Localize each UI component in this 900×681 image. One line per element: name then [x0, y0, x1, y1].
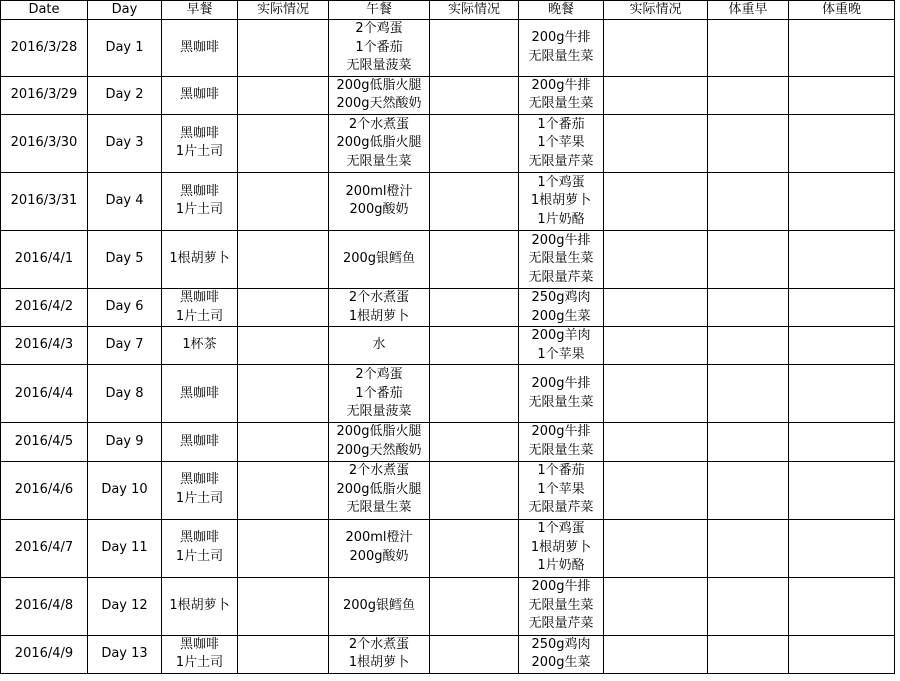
header-breakfast[interactable]: 早餐 [162, 1, 238, 20]
lunch-actual-cell[interactable] [430, 172, 519, 230]
breakfast-cell[interactable]: 1根胡萝卜 [162, 577, 238, 635]
table-row [1, 519, 895, 577]
lunch-cell[interactable]: 2个水煮蛋 1根胡萝卜 [329, 635, 430, 673]
breakfast-cell[interactable]: 黑咖啡 1片土司 [162, 172, 238, 230]
lunch-actual-cell[interactable] [430, 423, 519, 461]
lunch-actual-cell[interactable] [430, 230, 519, 288]
day-cell[interactable]: Day 7 [88, 327, 162, 365]
breakfast-cell[interactable]: 黑咖啡 [162, 76, 238, 114]
breakfast-actual-cell[interactable] [238, 230, 329, 288]
breakfast-actual-cell[interactable] [238, 76, 329, 114]
weight-evening-cell[interactable] [789, 288, 895, 326]
weight-evening-cell[interactable] [789, 365, 895, 423]
weight-morning-cell[interactable] [708, 114, 789, 172]
breakfast-cell[interactable]: 1根胡萝卜 [162, 230, 238, 288]
breakfast-cell[interactable]: 黑咖啡 1片土司 [162, 461, 238, 519]
lunch-cell[interactable]: 200ml橙汁 200g酸奶 [329, 172, 430, 230]
weight-evening-cell[interactable] [789, 461, 895, 519]
dinner-actual-cell[interactable] [604, 519, 708, 577]
dinner-actual-cell[interactable] [604, 635, 708, 673]
header-lunch-actual[interactable]: 实际情况 [430, 1, 519, 20]
breakfast-cell[interactable]: 黑咖啡 1片土司 [162, 114, 238, 172]
date-cell[interactable]: 2016/3/31 [1, 172, 88, 230]
lunch-cell[interactable]: 2个鸡蛋 1个番茄 无限量菠菜 [329, 20, 430, 77]
date-cell[interactable]: 2016/4/2 [1, 288, 88, 326]
header-dinner-actual[interactable]: 实际情况 [604, 1, 708, 20]
breakfast-cell[interactable]: 黑咖啡 [162, 20, 238, 77]
table-row [1, 114, 895, 172]
dinner-actual-cell[interactable] [604, 76, 708, 114]
header-weight-morning[interactable]: 体重早 [708, 1, 789, 20]
date-cell[interactable]: 2016/4/7 [1, 519, 88, 577]
table-row [1, 365, 895, 423]
lunch-cell[interactable]: 200g低脂火腿 200g天然酸奶 [329, 76, 430, 114]
header-breakfast-actual[interactable]: 实际情况 [238, 1, 329, 20]
day-cell[interactable]: Day 2 [88, 76, 162, 114]
weight-evening-cell[interactable] [789, 230, 895, 288]
header-weight-evening[interactable]: 体重晚 [789, 1, 895, 20]
dinner-actual-cell[interactable] [604, 461, 708, 519]
lunch-cell[interactable]: 2个鸡蛋 1个番茄 无限量菠菜 [329, 365, 430, 423]
breakfast-actual-cell[interactable] [238, 461, 329, 519]
date-cell[interactable]: 2016/3/28 [1, 20, 88, 77]
dinner-actual-cell[interactable] [604, 114, 708, 172]
day-cell[interactable]: Day 10 [88, 461, 162, 519]
dinner-actual-cell[interactable] [604, 288, 708, 326]
date-cell[interactable]: 2016/4/4 [1, 365, 88, 423]
day-cell[interactable]: Day 9 [88, 423, 162, 461]
lunch-cell[interactable]: 2个水煮蛋 200g低脂火腿 无限量生菜 [329, 114, 430, 172]
lunch-cell[interactable]: 2个水煮蛋 1根胡萝卜 [329, 288, 430, 326]
weight-morning-cell[interactable] [708, 76, 789, 114]
lunch-actual-cell[interactable] [430, 114, 519, 172]
lunch-actual-cell[interactable] [430, 20, 519, 77]
breakfast-actual-cell[interactable] [238, 288, 329, 326]
dinner-cell[interactable]: 250g鸡肉 200g生菜 [519, 288, 604, 326]
weight-evening-cell[interactable] [789, 327, 895, 365]
weight-morning-cell[interactable] [708, 230, 789, 288]
table-row [1, 461, 895, 519]
breakfast-actual-cell[interactable] [238, 519, 329, 577]
dinner-actual-cell[interactable] [604, 423, 708, 461]
lunch-actual-cell[interactable] [430, 461, 519, 519]
dinner-cell[interactable]: 200g羊肉 1个苹果 [519, 327, 604, 365]
breakfast-cell[interactable]: 黑咖啡 1片土司 [162, 519, 238, 577]
weight-evening-cell[interactable] [789, 635, 895, 673]
dinner-cell[interactable]: 1个鸡蛋 1根胡萝卜 1片奶酪 [519, 172, 604, 230]
lunch-cell[interactable]: 200g银鳕鱼 [329, 577, 430, 635]
breakfast-cell[interactable]: 黑咖啡 [162, 423, 238, 461]
weight-morning-cell[interactable] [708, 577, 789, 635]
day-cell[interactable]: Day 12 [88, 577, 162, 635]
lunch-cell[interactable]: 200ml橙汁 200g酸奶 [329, 519, 430, 577]
day-cell[interactable]: Day 11 [88, 519, 162, 577]
dinner-cell[interactable]: 200g牛排 无限量生菜 无限量芹菜 [519, 577, 604, 635]
day-cell[interactable]: Day 1 [88, 20, 162, 77]
weight-morning-cell[interactable] [708, 423, 789, 461]
header-dinner[interactable]: 晚餐 [519, 1, 604, 20]
dinner-cell[interactable]: 1个番茄 1个苹果 无限量芹菜 [519, 114, 604, 172]
table-row [1, 423, 895, 461]
weight-morning-cell[interactable] [708, 327, 789, 365]
breakfast-actual-cell[interactable] [238, 20, 329, 77]
date-cell[interactable]: 2016/4/5 [1, 423, 88, 461]
lunch-actual-cell[interactable] [430, 288, 519, 326]
dinner-actual-cell[interactable] [604, 577, 708, 635]
lunch-cell[interactable]: 200g银鳕鱼 [329, 230, 430, 288]
lunch-actual-cell[interactable] [430, 76, 519, 114]
weight-morning-cell[interactable] [708, 20, 789, 77]
day-cell[interactable]: Day 5 [88, 230, 162, 288]
date-cell[interactable]: 2016/3/30 [1, 114, 88, 172]
day-cell[interactable]: Day 3 [88, 114, 162, 172]
date-cell[interactable]: 2016/4/6 [1, 461, 88, 519]
day-cell[interactable]: Day 8 [88, 365, 162, 423]
table-row [1, 577, 895, 635]
dinner-cell[interactable]: 200g牛排 无限量生菜 无限量芹菜 [519, 230, 604, 288]
header-date[interactable]: Date [1, 1, 88, 20]
breakfast-actual-cell[interactable] [238, 423, 329, 461]
breakfast-actual-cell[interactable] [238, 577, 329, 635]
dinner-cell[interactable]: 200g牛排 无限量生菜 [519, 76, 604, 114]
breakfast-actual-cell[interactable] [238, 635, 329, 673]
dinner-actual-cell[interactable] [604, 327, 708, 365]
breakfast-actual-cell[interactable] [238, 172, 329, 230]
lunch-cell[interactable]: 2个水煮蛋 200g低脂火腿 无限量生菜 [329, 461, 430, 519]
dinner-actual-cell[interactable] [604, 365, 708, 423]
weight-evening-cell[interactable] [789, 519, 895, 577]
table-row [1, 20, 895, 77]
date-cell[interactable]: 2016/4/9 [1, 635, 88, 673]
dinner-actual-cell[interactable] [604, 20, 708, 77]
lunch-actual-cell[interactable] [430, 635, 519, 673]
dinner-cell[interactable]: 250g鸡肉 200g生菜 [519, 635, 604, 673]
lunch-cell[interactable]: 200g低脂火腿 200g天然酸奶 [329, 423, 430, 461]
header-lunch[interactable]: 午餐 [329, 1, 430, 20]
date-cell[interactable]: 2016/3/29 [1, 76, 88, 114]
table-row [1, 230, 895, 288]
weight-evening-cell[interactable] [789, 172, 895, 230]
breakfast-actual-cell[interactable] [238, 327, 329, 365]
day-cell[interactable]: Day 6 [88, 288, 162, 326]
breakfast-cell[interactable]: 黑咖啡 [162, 365, 238, 423]
lunch-actual-cell[interactable] [430, 365, 519, 423]
weight-morning-cell[interactable] [708, 461, 789, 519]
table-row [1, 76, 895, 114]
weight-morning-cell[interactable] [708, 635, 789, 673]
lunch-actual-cell[interactable] [430, 577, 519, 635]
dinner-cell[interactable]: 200g牛排 无限量生菜 [519, 423, 604, 461]
header-day[interactable]: Day [88, 1, 162, 20]
date-cell[interactable]: 2016/4/3 [1, 327, 88, 365]
breakfast-actual-cell[interactable] [238, 114, 329, 172]
breakfast-cell[interactable]: 1杯茶 [162, 327, 238, 365]
date-cell[interactable]: 2016/4/1 [1, 230, 88, 288]
day-cell[interactable]: Day 4 [88, 172, 162, 230]
table-row [1, 327, 895, 365]
table-row [1, 635, 895, 673]
lunch-actual-cell[interactable] [430, 519, 519, 577]
weight-evening-cell[interactable] [789, 423, 895, 461]
weight-evening-cell[interactable] [789, 76, 895, 114]
breakfast-actual-cell[interactable] [238, 365, 329, 423]
table-row [1, 288, 895, 326]
dinner-cell[interactable]: 200g牛排 无限量生菜 [519, 365, 604, 423]
weight-evening-cell[interactable] [789, 114, 895, 172]
dinner-actual-cell[interactable] [604, 172, 708, 230]
header-row [1, 1, 895, 20]
breakfast-cell[interactable]: 黑咖啡 1片土司 [162, 288, 238, 326]
breakfast-cell[interactable]: 黑咖啡 1片土司 [162, 635, 238, 673]
weight-morning-cell[interactable] [708, 288, 789, 326]
table-row [1, 172, 895, 230]
weight-morning-cell[interactable] [708, 172, 789, 230]
dinner-cell[interactable]: 1个鸡蛋 1根胡萝卜 1片奶酪 [519, 519, 604, 577]
day-cell[interactable]: Day 13 [88, 635, 162, 673]
dinner-cell[interactable]: 200g牛排 无限量生菜 [519, 20, 604, 77]
lunch-cell[interactable]: 水 [329, 327, 430, 365]
dinner-actual-cell[interactable] [604, 230, 708, 288]
lunch-actual-cell[interactable] [430, 327, 519, 365]
dinner-cell[interactable]: 1个番茄 1个苹果 无限量芹菜 [519, 461, 604, 519]
date-cell[interactable]: 2016/4/8 [1, 577, 88, 635]
weight-morning-cell[interactable] [708, 365, 789, 423]
weight-evening-cell[interactable] [789, 577, 895, 635]
weight-morning-cell[interactable] [708, 519, 789, 577]
weight-evening-cell[interactable] [789, 20, 895, 77]
